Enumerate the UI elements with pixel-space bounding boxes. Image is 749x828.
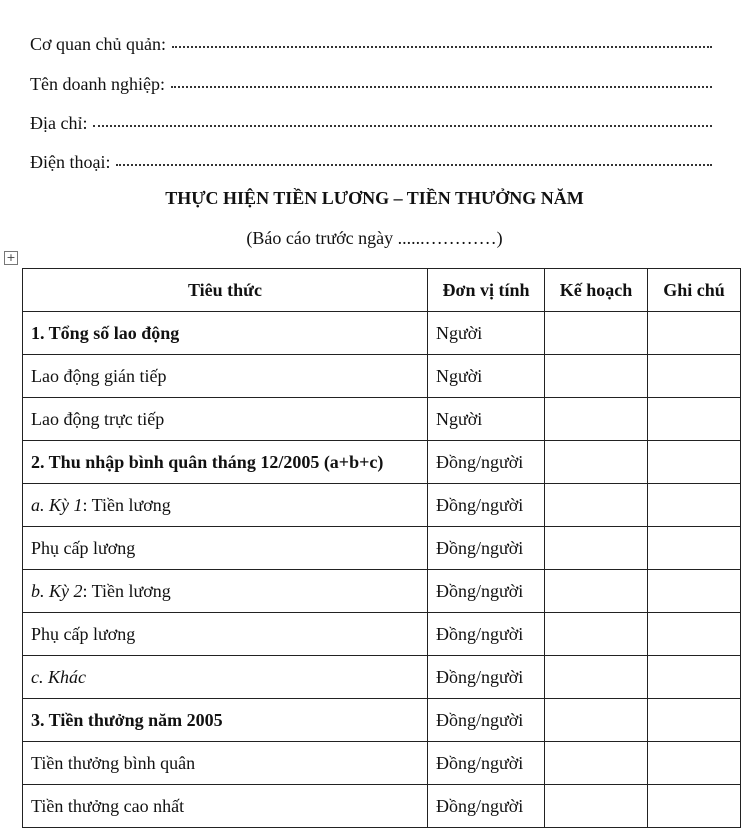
report-subtitle: (Báo cáo trước ngày ......…………) [246, 228, 503, 248]
note-cell[interactable] [648, 570, 741, 613]
criterion-cell: 3. Tiền thưởng năm 2005 [23, 699, 428, 742]
plan-cell[interactable] [545, 355, 648, 398]
table-row [23, 355, 741, 398]
note-cell[interactable] [648, 613, 741, 656]
plan-cell[interactable] [545, 570, 648, 613]
unit-cell: Đồng/người [428, 570, 545, 613]
field-dia-chi[interactable] [30, 113, 712, 134]
criterion-cell: Lao động trực tiếp [23, 398, 428, 441]
note-cell[interactable] [648, 656, 741, 699]
criterion-cell: Lao động gián tiếp [23, 355, 428, 398]
unit-cell: Người [428, 398, 545, 441]
note-cell[interactable] [648, 312, 741, 355]
criterion-italic: b. Kỳ 2 [31, 580, 83, 601]
unit-cell: Đồng/người [428, 484, 545, 527]
field-label: Địa chỉ: [30, 113, 88, 133]
unit-cell: Đồng/người [428, 613, 545, 656]
header-ke-hoach: Kế hoạch [545, 269, 648, 312]
unit-cell: Đồng/người [428, 699, 545, 742]
header-tieu-thuc: Tiêu thức [23, 269, 428, 312]
note-cell[interactable] [648, 484, 741, 527]
report-table [22, 268, 741, 828]
criterion-cell [23, 484, 428, 527]
plan-cell[interactable] [545, 312, 648, 355]
note-cell[interactable] [648, 699, 741, 742]
table-row [23, 699, 741, 742]
note-cell[interactable] [648, 742, 741, 785]
criterion-cell: Phụ cấp lương [23, 613, 428, 656]
dotted-fill-line [116, 152, 712, 166]
report-title: THỰC HIỆN TIỀN LƯƠNG – TIỀN THƯỞNG NĂM [165, 188, 584, 208]
move-icon[interactable]: + [4, 251, 18, 265]
field-ten-doanh-nghiep[interactable] [30, 74, 712, 95]
unit-cell: Người [428, 312, 545, 355]
table-row [23, 484, 741, 527]
plan-cell[interactable] [545, 785, 648, 828]
criterion-cell: Tiền thưởng bình quân [23, 742, 428, 785]
field-label: Điện thoại: [30, 152, 111, 172]
plan-cell[interactable] [545, 613, 648, 656]
criterion-rest: : Tiền lương [82, 580, 171, 601]
note-cell[interactable] [648, 441, 741, 484]
plan-cell[interactable] [545, 742, 648, 785]
field-label: Tên doanh nghiệp: [30, 74, 165, 94]
dotted-fill-line [93, 113, 712, 127]
plan-cell[interactable] [545, 398, 648, 441]
table-row [23, 312, 741, 355]
criterion-italic: a. Kỳ 1 [31, 494, 83, 515]
criterion-cell: 1. Tổng số lao động [23, 312, 428, 355]
header-don-vi-tinh: Đơn vị tính [428, 269, 545, 312]
criterion-cell: Tiền thưởng cao nhất [23, 785, 428, 828]
unit-cell: Người [428, 355, 545, 398]
dotted-fill-line [172, 34, 712, 48]
table-row [23, 742, 741, 785]
criterion-cell: Phụ cấp lương [23, 527, 428, 570]
note-cell[interactable] [648, 398, 741, 441]
note-cell[interactable] [648, 527, 741, 570]
table-header-row [23, 269, 741, 312]
unit-cell: Đồng/người [428, 527, 545, 570]
criterion-cell [23, 570, 428, 613]
note-cell[interactable] [648, 355, 741, 398]
plan-cell[interactable] [545, 699, 648, 742]
plan-cell[interactable] [545, 656, 648, 699]
field-co-quan-chu-quan[interactable] [30, 34, 712, 55]
criterion-cell: 2. Thu nhập bình quân tháng 12/2005 (a+b+c) [23, 441, 428, 484]
unit-cell: Đồng/người [428, 785, 545, 828]
table-row [23, 613, 741, 656]
table-row [23, 570, 741, 613]
field-dien-thoai[interactable] [30, 152, 712, 173]
criterion-rest: : Tiền lương [82, 494, 171, 515]
table-row [23, 656, 741, 699]
plan-cell[interactable] [545, 441, 648, 484]
unit-cell: Đồng/người [428, 656, 545, 699]
unit-cell: Đồng/người [428, 441, 545, 484]
table-row [23, 441, 741, 484]
unit-cell: Đồng/người [428, 742, 545, 785]
header-ghi-chu: Ghi chú [648, 269, 741, 312]
table-row [23, 527, 741, 570]
table-row [23, 398, 741, 441]
dotted-fill-line [171, 74, 712, 88]
table-row [23, 785, 741, 828]
plan-cell[interactable] [545, 484, 648, 527]
field-label: Cơ quan chủ quản: [30, 34, 166, 54]
criterion-cell: c. Khác [23, 656, 428, 699]
plan-cell[interactable] [545, 527, 648, 570]
note-cell[interactable] [648, 785, 741, 828]
